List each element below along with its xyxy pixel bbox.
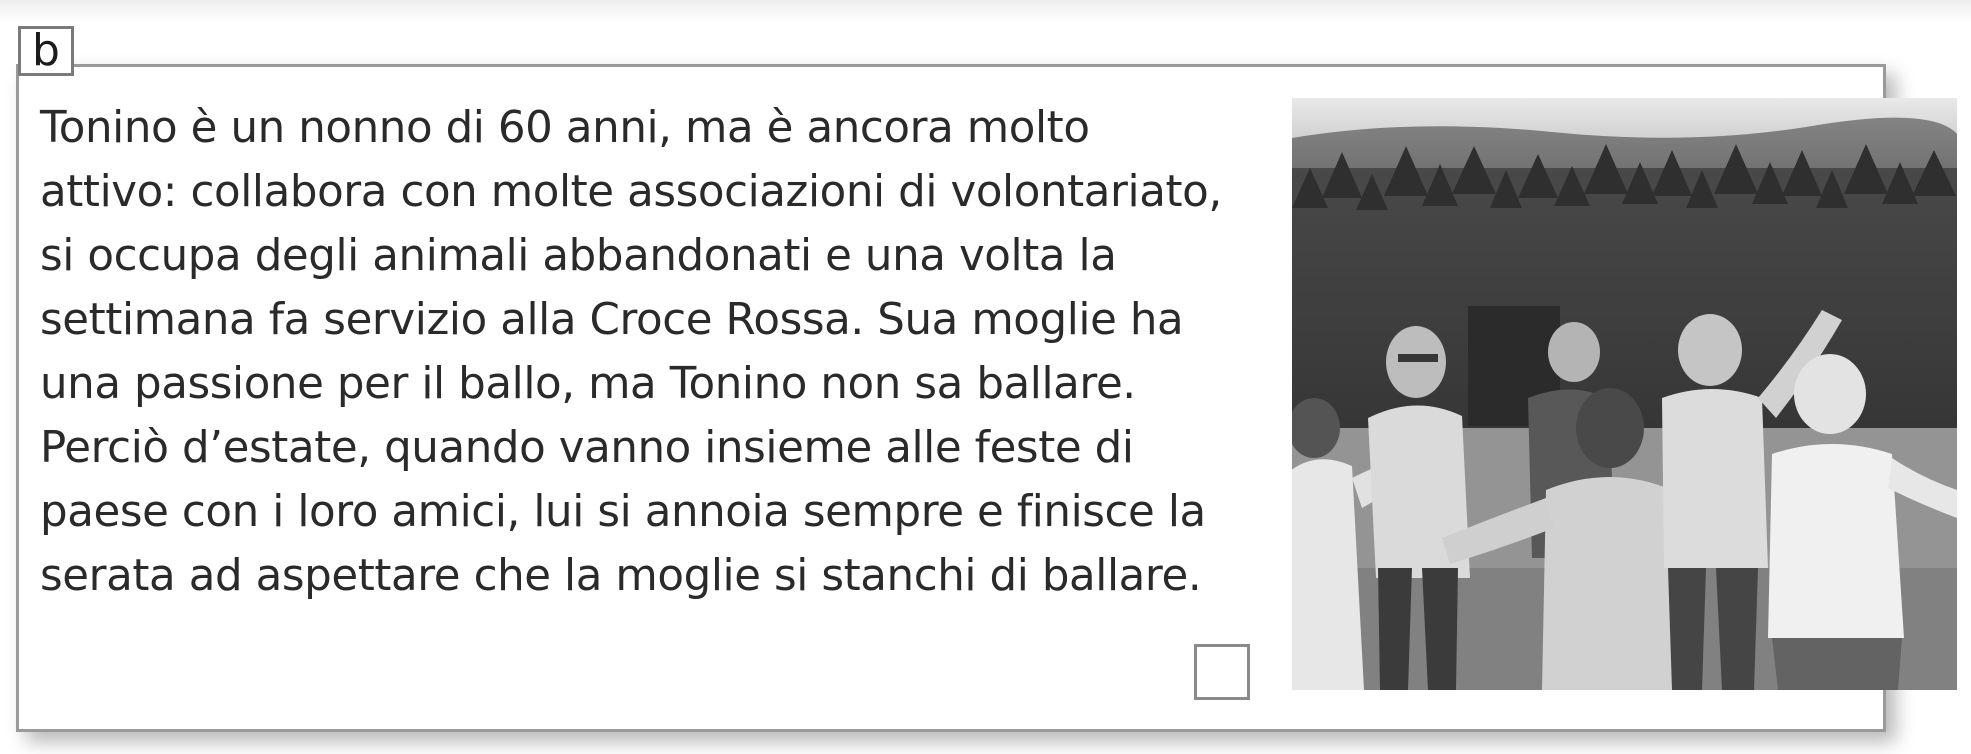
dancing-seniors-photo [1292,98,1957,690]
paragraph-line: Tonino è un nonno di 60 anni, ma è ancora molto [40,103,1090,153]
paragraph-line: paese con i loro amici, lui si annoia sempre e finisce la [40,487,1206,537]
paragraph-line: una passione per il ballo, ma Tonino non sa ballare. [40,359,1136,409]
paragraph-line: attivo: collabora con molte associazioni di volontariato, [40,167,1222,217]
paragraph-line: si occupa degli animali abbandonati e una volta la [40,231,1117,281]
paragraph-line: Perciò d’estate, quando vanno insieme alle feste di [40,423,1134,473]
paragraph-line: serata ad aspettare che la moglie si stanchi di ballare. [40,551,1202,601]
top-shading [0,0,1971,22]
paragraph-line: settimana fa servizio alla Croce Rossa. Sua moglie ha [40,295,1184,345]
exercise-paragraph [40,96,1270,608]
exercise-label: b [18,26,74,76]
answer-checkbox[interactable] [1194,644,1250,700]
